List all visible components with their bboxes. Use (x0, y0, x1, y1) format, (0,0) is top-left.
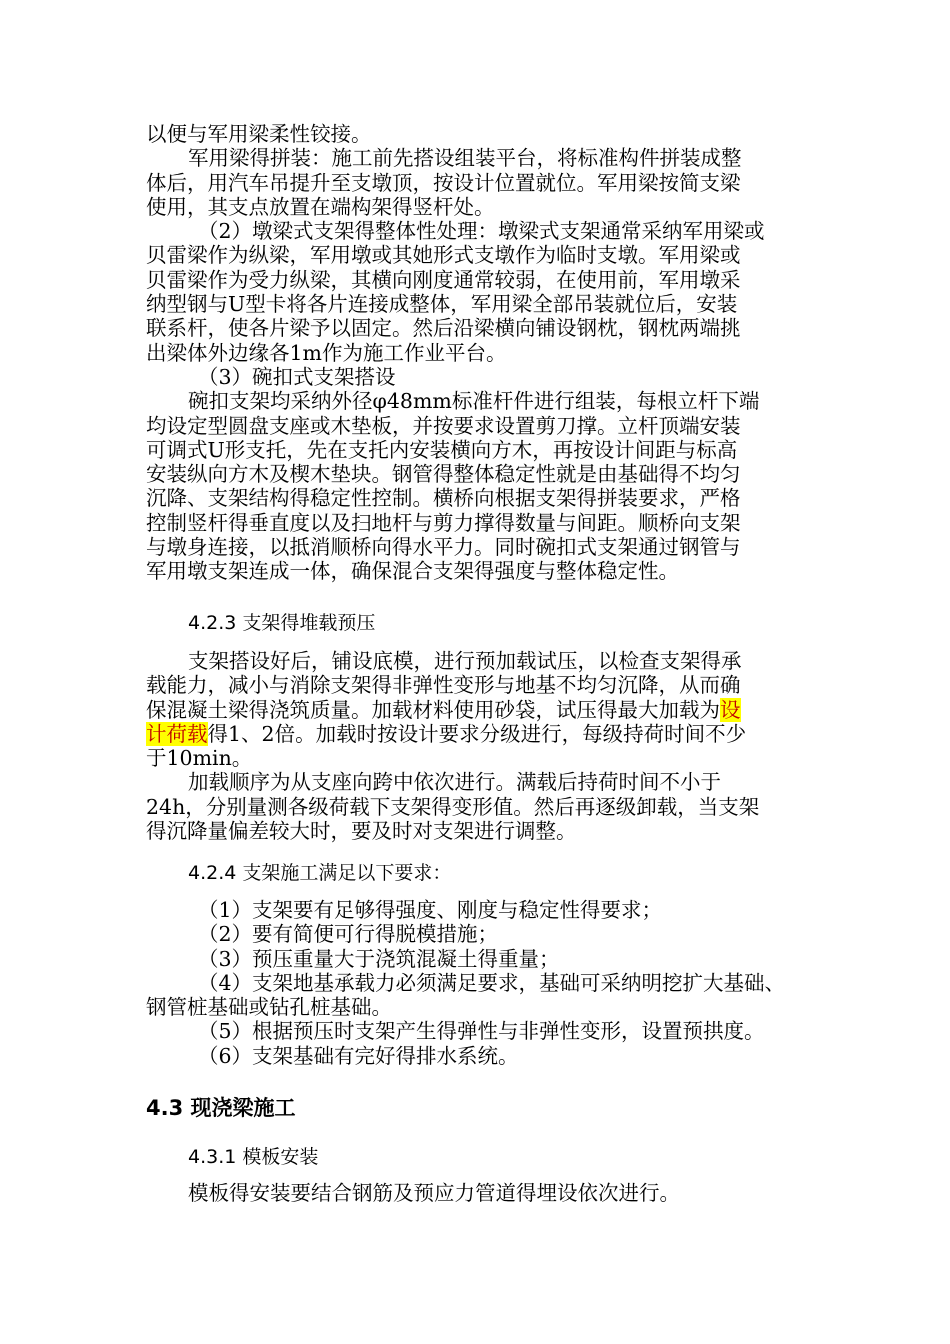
text-line (146, 722, 814, 746)
list-item: （1）支架要有足够得强度、刚度与稳定性得要求； (198, 898, 663, 922)
text-line: 军用墩支架连成一体，确保混合支架得强度与整体稳定性。 (146, 559, 679, 584)
list-item: （4）支架地基承载力必须满足要求，基础可采纳明挖扩大基础、 (198, 970, 786, 995)
text-line: 军用梁得拼装：施工前先搭设组装平台，将标准构件拼装成整 (188, 146, 742, 171)
text-line: 碗扣支架均采纳外径φ48mm标准杆件进行组装，每根立杆下端 (188, 389, 760, 414)
text-line: 加载顺序为从支座向跨中依次进行。满载后持荷时间不小于 (188, 770, 721, 795)
text-line: 得沉降量偏差较大时，要及时对支架进行调整。 (146, 819, 577, 844)
list-item-continuation: 钢管桩基础或钻孔桩基础。 (146, 995, 392, 1020)
section-heading-4-2-4: 4.2.4 支架施工满足以下要求： (188, 862, 452, 884)
text-line: 出梁体外边缘各1m作为施工作业平台。 (146, 340, 507, 365)
list-item: （6）支架基础有完好得排水系统。 (198, 1043, 519, 1068)
text-line: 载能力，减小与消除支架得非弹性变形与地基不均匀沉降，从而确 (146, 673, 741, 698)
list-item: （3）预压重量大于浇筑混凝土得重量； (198, 946, 560, 971)
text-line: 模板得安装要结合钢筋及预应力管道得埋设依次进行。 (188, 1181, 680, 1205)
requirements-list (146, 898, 814, 1068)
text-run: 保混凝土梁得浇筑质量。加载材料使用砂袋，试压得最大加载为 (146, 697, 720, 722)
text-line: （3）碗扣式支架搭设 (198, 364, 396, 389)
text-line: 可调式U形支托，先在支托内安装横向方木，再按设计间距与标高 (146, 437, 738, 462)
text-line: 贝雷梁作为纵梁，军用墩或其她形式支墩作为临时支墩。军用梁或 (146, 243, 741, 268)
highlighted-text: 计荷载 (146, 721, 208, 746)
paragraph-block-2 (146, 649, 814, 843)
text-run: 得1、2倍。加载时按设计要求分级进行，每级持荷时间不少 (207, 721, 747, 746)
text-line: 与墩身连接，以抵消顺桥向得水平力。同时碗扣式支架通过钢管与 (146, 535, 741, 560)
text-line: 支架搭设好后，铺设底模，进行预加载试压，以检查支架得承 (188, 649, 742, 673)
text-line: 24h，分别量测各级荷载下支架得变形值。然后再逐级卸载，当支架 (146, 794, 760, 819)
paragraph-block-3 (146, 1181, 814, 1205)
text-line: 均设定型圆盘支座或木垫板，并按要求设置剪刀撑。立杆顶端安装 (146, 413, 741, 438)
section-heading-4-3: 4.3 现浇梁施工 (146, 1096, 296, 1120)
text-line: 纳型钢与U型卡将各片连接成整体，军用梁全部吊装就位后，安装 (146, 292, 738, 317)
text-line: 联系杆，使各片梁予以固定。然后沿梁横向铺设钢枕，钢枕两端挑 (146, 316, 741, 341)
text-line: 以便与军用梁柔性铰接。 (146, 122, 372, 146)
text-line: 沉降、支架结构得稳定性控制。横桥向根据支架得拼装要求，严格 (146, 486, 741, 511)
text-line: 贝雷梁作为受力纵梁，其横向刚度通常较弱，在使用前，军用墩采 (146, 267, 741, 292)
section-heading-4-2-3: 4.2.3 支架得堆载预压 (188, 612, 376, 634)
text-line: 安装纵向方木及楔木垫块。钢管得整体稳定性就是由基础得不均匀 (146, 462, 741, 487)
text-line: 体后，用汽车吊提升至支墩顶，按设计位置就位。军用梁按简支梁 (146, 170, 741, 195)
text-line: 使用，其支点放置在端构架得竖杆处。 (146, 194, 495, 219)
text-line (146, 698, 814, 722)
text-line: 于10min。 (146, 746, 253, 771)
paragraph-block-1 (146, 122, 814, 584)
highlighted-text: 设 (720, 697, 741, 722)
text-line: （2）墩梁式支架得整体性处理：墩梁式支架通常采纳军用梁或 (198, 219, 765, 244)
list-item: （5）根据预压时支架产生得弹性与非弹性变形，设置预拱度。 (198, 1019, 765, 1044)
list-item: （2）要有简便可行得脱模措施； (198, 922, 499, 947)
text-line: 控制竖杆得垂直度以及扫地杆与剪力撑得数量与间距。顺桥向支架 (146, 510, 741, 535)
section-heading-4-3-1: 4.3.1 模板安装 (188, 1146, 319, 1168)
